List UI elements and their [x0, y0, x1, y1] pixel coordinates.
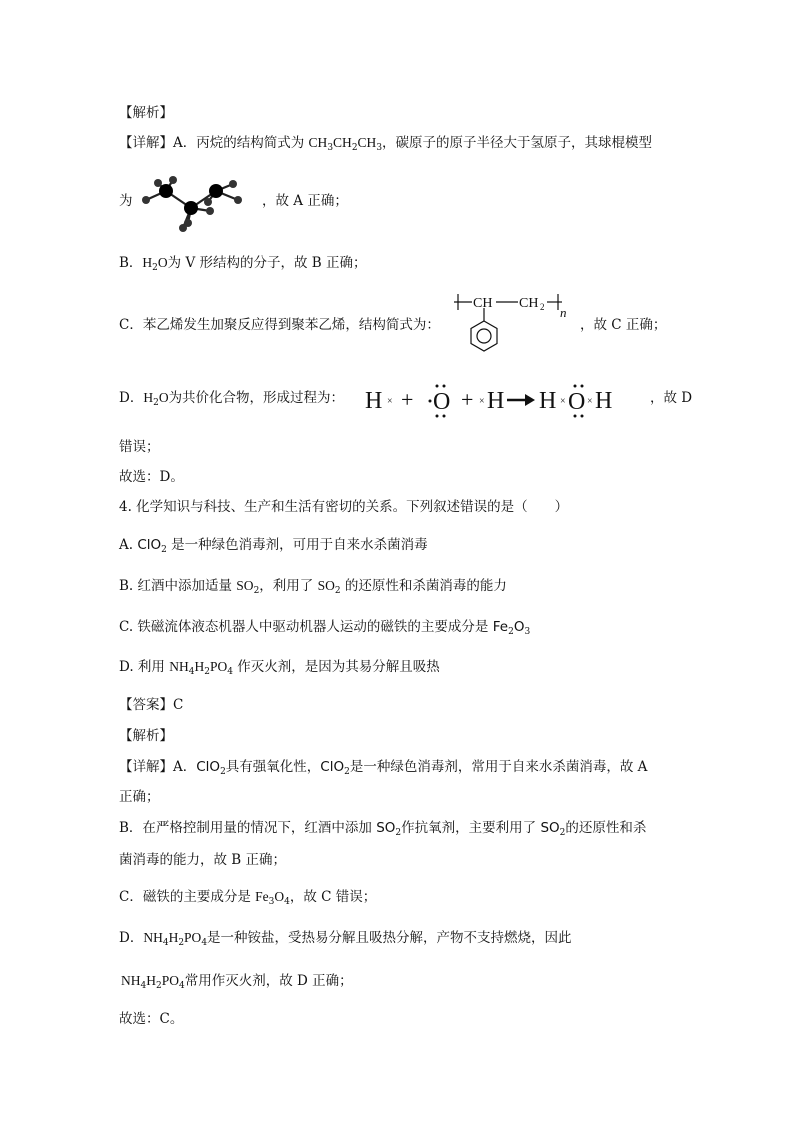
explanation-a-line-1: 【详解】A．丙烷的结构简式为 $CH_3CH_2CH_3$，碳原子的原子半径大于氢原子，其球棍模型: [119, 135, 653, 153]
eq-plus2: +: [461, 387, 474, 412]
analysis-heading-1: 【解析】: [119, 105, 173, 121]
analysis-heading-2: 【解析】: [119, 728, 173, 744]
eq-o: O: [433, 389, 451, 415]
explanation-a-wei: 为: [119, 193, 133, 209]
explanation-d-wrong: 错误；: [119, 439, 160, 455]
detail-b-line-2: 菌消毒的能力，故 B 正确；: [119, 852, 287, 868]
polymer-ch2: CH: [519, 296, 539, 311]
detail-a-line-2: 正确；: [119, 789, 160, 805]
detail-d-line-2: $NH_4H_2PO_4$常用作灭火剂，故 D 正确；: [121, 973, 353, 991]
detail-c: C．磁铁的主要成分是 $Fe_3O_4$，故 C 错误；: [119, 889, 377, 907]
detail-d-line-1: D．$NH_4H_2PO_4$是一种铵盐，受热易分解且吸热分解，产物不支持燃烧，因此: [119, 930, 572, 948]
eq-o2: O: [568, 389, 586, 415]
eq-h3: H: [539, 388, 557, 414]
eq-x1: ×: [387, 396, 393, 407]
option-b: B. 红酒中添加适量 $SO_2$，利用了 $SO_2$ 的还原性和杀菌消毒的能力: [119, 578, 507, 596]
explanation-c: C．苯乙烯发生加聚反应得到聚苯乙烯，结构简式为：: [119, 317, 440, 333]
polymer-ch2-sub: 2: [540, 302, 545, 312]
detail-b-line-1: B．在严格控制用量的情况下，红酒中添加 $SO_2$作抗氧剂，主要利用了 $SO_2$的还原性和杀: [119, 820, 647, 838]
detail-a-line-1: 【详解】A．ClO$_2$具有强氧化性，ClO$_2$是一种绿色消毒剂，常用于自来水杀菌消毒，故 A: [119, 759, 648, 777]
eq-h4: H: [595, 388, 613, 414]
polymer-ch: CH: [473, 296, 493, 311]
explanation-c-correct: ，故 C 正确；: [580, 317, 667, 333]
option-d: D. 利用 $NH_4H_2PO_4$ 作灭火剂，是因为其易分解且吸热: [119, 659, 440, 677]
water-formation-equation: [363, 380, 643, 420]
polystyrene-structure: [452, 288, 572, 358]
eq-x2: ×: [479, 396, 485, 407]
eq-h2: H: [487, 388, 505, 414]
eq-h1: H: [365, 388, 383, 414]
polymer-n: n: [560, 305, 567, 320]
propane-ball-stick-model: [138, 174, 258, 234]
explanation-a-correct: ，故 A 正确；: [262, 193, 348, 209]
eq-x3: ×: [560, 396, 566, 407]
option-c: C. 铁磁流体液态机器人中驱动机器人运动的磁铁的主要成分是 $Fe_2O_3$: [119, 619, 531, 637]
option-a: A. ClO$_2$ 是一种绿色消毒剂，可用于自来水杀菌消毒: [119, 537, 428, 555]
explanation-b: B．$H_2O$为 V 形结构的分子，故 B 正确；: [119, 255, 367, 273]
question-4-stem: 4. 化学知识与科技、生产和生活有密切的关系。下列叙述错误的是（ ）: [119, 499, 569, 515]
eq-x4: ×: [587, 396, 593, 407]
eq-arrow: [507, 394, 535, 406]
answer-label: 【答案】C: [119, 697, 184, 713]
select-answer-1: 故选：D。: [119, 469, 184, 485]
explanation-d: D．$H_2O$为共价化合物，形成过程为：: [119, 390, 345, 408]
eq-plus1: +: [401, 387, 414, 412]
select-answer-2: 故选：C。: [119, 1011, 184, 1027]
explanation-d-tail: ，故 D: [650, 390, 693, 406]
